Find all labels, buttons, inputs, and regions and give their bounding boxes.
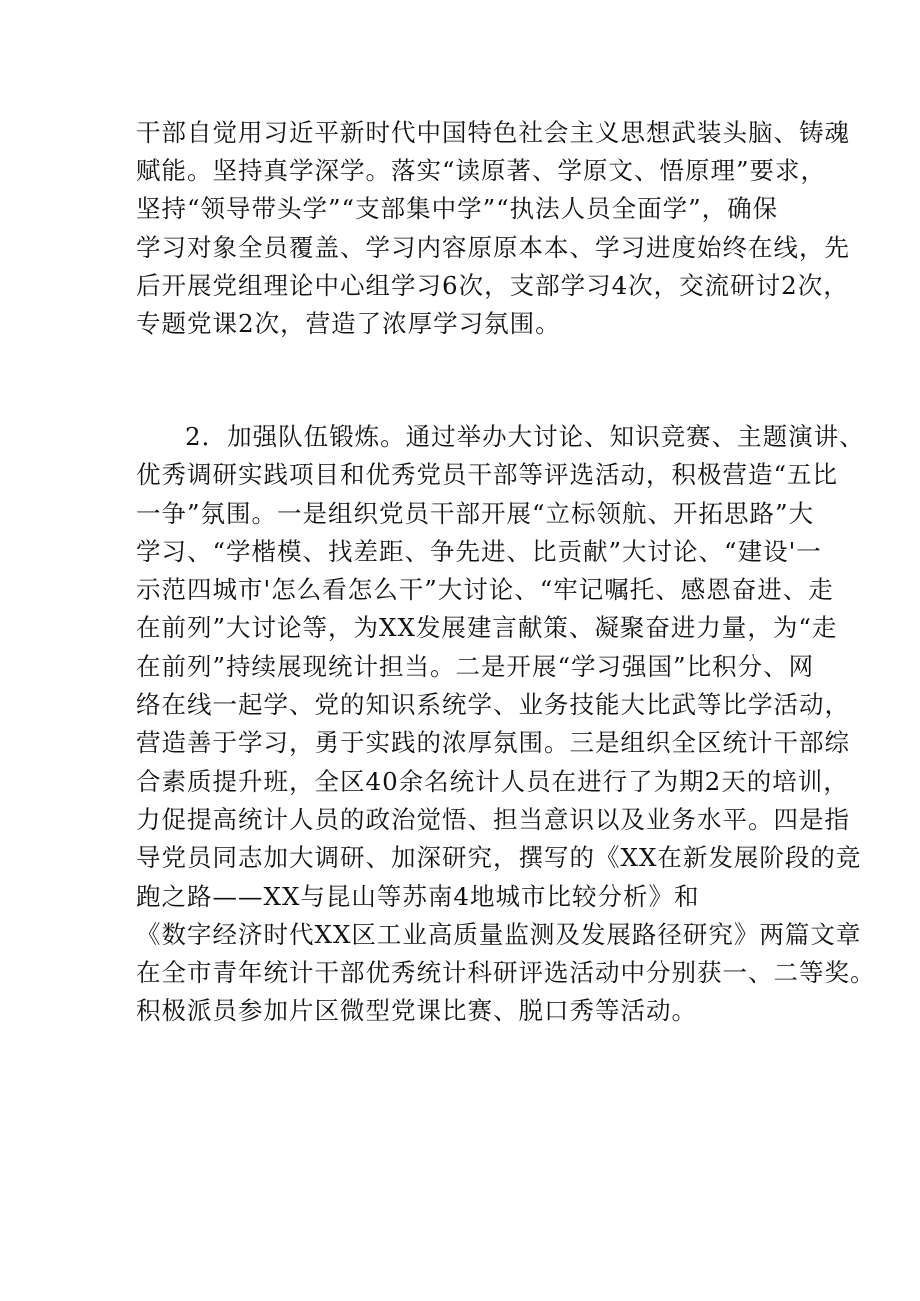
text-line: 营造善于学习，勇于实践的浓厚氛围。三是组织全区统计干部综 bbox=[136, 728, 850, 758]
text-line: 积极派员参加片区微型党课比赛、脱口秀等活动。 bbox=[136, 996, 697, 1026]
text-line: 示范四城市'怎么看怎么干”大讨论、“牢记嘱托、感恩奋进、走 bbox=[136, 575, 834, 605]
paragraph-team-training bbox=[136, 418, 876, 1031]
text-line: 优秀调研实践项目和优秀党员干部等评选活动，积极营造“五比 bbox=[136, 460, 839, 490]
text-line: 赋能。坚持真学深学。落实“读原著、学原文、悟原理”要求， bbox=[136, 156, 827, 186]
text-line: 一争”氛围。一是组织党员干部开展“立标领航、开拓思路”大 bbox=[136, 498, 815, 528]
text-line-heading: 2．加强队伍锻炼。通过举办大讨论、知识竞赛、主题演讲、 bbox=[185, 422, 865, 451]
text-line: 后开展党组理论中心组学习6次，支部学习4次，交流研讨2次， bbox=[136, 270, 849, 300]
text-line: 专题党课2次，营造了浓厚学习氛围。 bbox=[136, 308, 561, 338]
text-line: 力促提高统计人员的政治觉悟、担当意识以及业务水平。四是指 bbox=[136, 804, 850, 834]
text-line: 在前列”大讨论等，为XX发展建言献策、凝聚奋进力量，为“走 bbox=[136, 613, 838, 643]
text-line: 《数字经济时代XX区工业高质量监测及发展路径研究》两篇文章 bbox=[136, 919, 862, 949]
text-line: 干部自觉用习近平新时代中国特色社会主义思想武装头脑、铸魂 bbox=[136, 118, 850, 147]
text-line: 导党员同志加大调研、加深研究，撰写的《XX在新发展阶段的竞 bbox=[136, 843, 862, 873]
text-line: 合素质提升班，全区40余名统计人员在进行了为期2天的培训， bbox=[136, 766, 849, 796]
paragraph-study bbox=[136, 114, 850, 343]
text-line: 络在线一起学、党的知识系统学、业务技能大比武等比学活动， bbox=[136, 690, 850, 720]
text-line: 在全市青年统计干部优秀统计科研评选活动中分别获一、二等奖。 bbox=[136, 958, 876, 988]
text-line: 学习对象全员覆盖、学习内容原原本本、学习进度始终在线，先 bbox=[136, 232, 850, 262]
text-line: 跑之路——XX与昆山等苏南4地城市比较分析》和 bbox=[136, 881, 700, 911]
text-line: 学习、“学楷模、找差距、争先进、比贡献”大讨论、“建设'一 bbox=[136, 536, 822, 566]
text-line: 坚持“领导带头学”“支部集中学”“执法人员全面学”，确保 bbox=[136, 194, 779, 224]
text-line: 在前列”持续展现统计担当。二是开展“学习强国”比积分、网 bbox=[136, 651, 815, 681]
